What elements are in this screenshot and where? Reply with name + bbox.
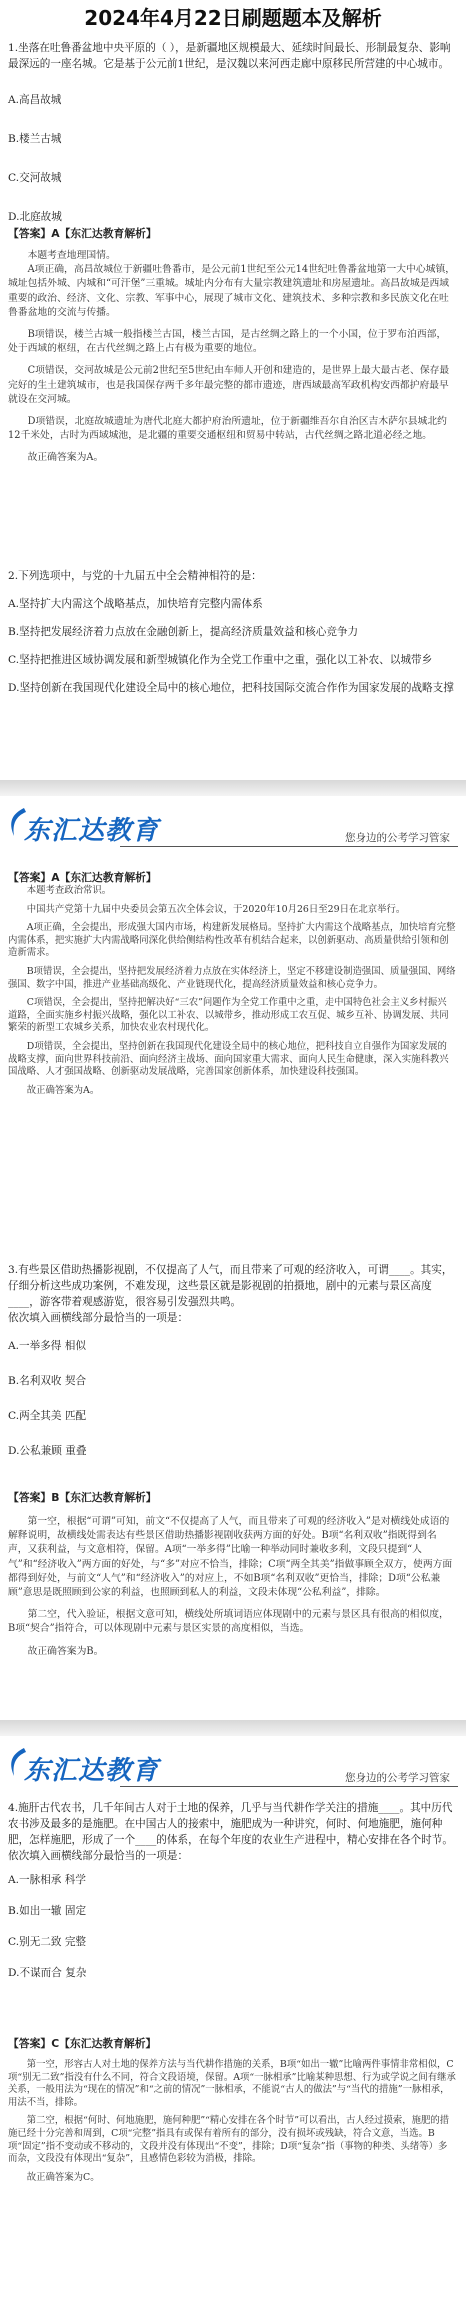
analysis-paragraph: D项错误，全会提出，坚持创新在我国现代化建设全局中的核心地位，把科技自立自强作为国家发展的战略支撑，面向世界科技前沿、面向经济主战场、面向国家重大需求、面向人民生命健康，深入实施科教兴国战略、人才强国战略、创新驱动发展战略，完善国家创新体系，加快建设科技强国。 <box>8 1040 449 1078</box>
question-2 <box>0 568 466 696</box>
question-stem: 4.施肝古代农书，几千年间古人对于土地的保养，几乎与当代耕作学关注的措施____。其中历代农书涉及最多的是施肥。在中国古人的接索中，施肥成为一种讲究，何时、何地施肥，施何种肥，怎样施肥，形成了一个____的体系，在每个年度的农业生产进程中，精心安排在各个时节。 <box>8 1802 453 1846</box>
brand-banner <box>0 1736 466 1800</box>
option-d: D.北庭故城 <box>8 211 62 223</box>
page-title: 2024年4月22日刷题题本及解析 <box>84 6 382 30</box>
analysis-paragraph: 故正确答案为A。 <box>27 452 104 464</box>
answer-3 <box>0 1490 466 1659</box>
analysis-paragraph: 本题考查政治常识。 <box>26 885 112 896</box>
question-3 <box>0 1262 466 1458</box>
question-stem: 2.下列选项中，与党的十九届五中全会精神相符的是： <box>8 570 262 582</box>
answer-4 <box>0 2036 466 2184</box>
analysis-paragraph: 第二空，根据“何时、何地施肥，施何种肥”“精心安排在各个时节”可以看出，古人经过摸索，施肥的措施已经十分完善和周到，C项“完整”指具有或保有着所有的部分，没有损坏或残缺，符合文意，当选。B项“固定”指不变动或不移动的，文段并没有体现出“不变”，排除；D项“复杂”指（事物的种类、头绪等）多而杂，文段没有体现出“复杂”，且感情色彩较为消极，排除。 <box>8 2115 450 2165</box>
divider <box>120 1786 458 1787</box>
divider <box>120 846 458 847</box>
option-a: A.高昌故城 <box>8 94 62 106</box>
answer-heading: 【答案】A【东汇达教育解析】 <box>8 227 157 240</box>
analysis-paragraph: A项正确，全会提出，形成强大国内市场，构建新发展格局。坚持扩大内需这个战略基点，加快培育完整内需体系，把实施扩大内需战略同深化供给侧结构性改革有机结合起来，以创新驱动、高质量供给引领和创造新需求。 <box>8 922 456 959</box>
option-c: C.两全其美 匹配 <box>8 1410 87 1422</box>
answer-heading: 【答案】C【东汇达教育解析】 <box>8 2037 157 2050</box>
question-4 <box>0 1800 466 1980</box>
page-break-band <box>0 780 466 796</box>
analysis-paragraph: A项正确，高昌故城位于新疆吐鲁番市，是公元前1世纪至公元14世纪吐鲁番盆地第一大中心城镇，城址包括外城、内城和“可汗堡”三重城。城址内分布有大量宗教建筑遗址和房屋遗址。高昌故城是西域重要的政治、经济、文化、宗教、军事中心，展现了城市文化、建筑技术、多种宗教和多民族文化在吐鲁番盆地的交流与传播。 <box>8 264 456 318</box>
analysis-paragraph: 故正确答案为B。 <box>27 1645 104 1657</box>
brand-name: 东汇达教育 <box>24 1756 160 1786</box>
answer-heading: 【答案】B【东汇达教育解析】 <box>8 1491 157 1504</box>
analysis-paragraph: D项错误，北庭故城遗址为唐代北庭大都护府治所遗址，位于新疆维吾尔自治区吉木萨尔县城北约12千米处，古时为西域城池，是北疆的重要交通枢纽和贸易中转站，古代丝绸之路北道必经之地。 <box>8 416 447 442</box>
analysis-paragraph: B项错误，全会提出，坚持把发展经济着力点放在实体经济上，坚定不移建设制造强国、质量强国、网络强国、数字中国，推进产业基础高级化、产业链现代化，提高经济质量效益和核心竞争力。 <box>8 965 456 990</box>
analysis-paragraph: 故正确答案为A。 <box>26 1084 100 1096</box>
answer-2 <box>0 870 466 1097</box>
option-c: C.交河故城 <box>8 172 62 184</box>
analysis-paragraph: C项错误，全会提出，坚持把解决好“三农”问题作为全党工作重中之重，走中国特色社会主义乡村振兴道路，全面实施乡村振兴战略，强化以工补农、以城带乡，推动形成工农互促、城乡互补、协调发展、共同繁荣的新型工农城乡关系，加快农业农村现代化。 <box>8 997 449 1034</box>
option-d: D.不谋而合 复杂 <box>8 1967 87 1979</box>
fill-prompt: 依次填入画横线部分最恰当的一项是： <box>8 1312 189 1324</box>
answer-heading: 【答案】A【东汇达教育解析】 <box>8 871 157 884</box>
option-b: B.楼兰古城 <box>8 133 62 145</box>
analysis-paragraph: 故正确答案为C。 <box>26 2171 100 2183</box>
analysis-paragraph: 第一空，形容古人对土地的保养方法与当代耕作措施的关系，B项“如出一辙”比喻两件事情非常相似，C项“别无二致”指没有什么不同，符合文段语境，保留。A项“一脉相承”比喻某种思想、行为或学说之间有继承关系，一般用法为“现在的情况”和“之前的情况”一脉相承，不能说“古人的做法”与“当代的措施”一脉相承，用法不当，排除。 <box>8 2059 456 2108</box>
analysis-paragraph: B项错误，楼兰古城一般指楼兰古国，楼兰古国，是古丝绸之路上的一个小国，位于罗布泊西部，处于西域的枢纽，在古代丝绸之路上占有极为重要的地位。 <box>8 329 447 355</box>
page-break-band <box>0 1720 466 1736</box>
question-1 <box>0 40 466 224</box>
analysis-paragraph: 中国共产党第十九届中央委员会第五次全体会议，于2020年10月26日至29日在北京举行。 <box>26 903 406 915</box>
brand-banner <box>0 796 466 860</box>
fill-prompt: 依次填入画横线部分最恰当的一项是： <box>8 1850 189 1862</box>
brand-slogan: 您身边的公考学习管家 <box>345 832 450 844</box>
question-stem: 1.坐落在吐鲁番盆地中央平原的（ ），是新疆地区规模最大、延续时间最长、形制最复杂、影响最深远的一座名城。它是基于公元前1世纪，是汉魏以来河西走廊中原移民所营建的中心城市。 <box>8 42 451 70</box>
brand-name: 东汇达教育 <box>24 816 160 846</box>
analysis-paragraph: 本题考查地理国情。 <box>27 250 116 261</box>
option-a: A.一举多得 相似 <box>8 1340 86 1352</box>
option-d: D.坚持创新在我国现代化建设全局中的核心地位，把科技国际交流合作作为国家发展的战略支撑 <box>8 682 454 694</box>
question-stem: 3.有些景区借助热播影视剧，不仅提高了人气，而且带来了可观的经济收入，可谓____。其实，仔细分析这些成功案例，不难发现，这些景区就是影视剧的拍摄地，剧中的元素与景区高度____，游客带着观感游览，很容易引发强烈共鸣。 <box>8 1264 453 1308</box>
answer-1 <box>0 226 466 466</box>
option-c: C.别无二致 完整 <box>8 1936 87 1948</box>
option-a: A.一脉相承 科学 <box>8 1874 86 1886</box>
option-b: B.如出一辙 固定 <box>8 1905 87 1917</box>
option-d: D.公私兼顾 重叠 <box>8 1445 87 1457</box>
option-c: C.坚持把推进区域协调发展和新型城镇化作为全党工作重中之重，强化以工补农、以城带乡 <box>8 654 433 666</box>
analysis-paragraph: 第二空，代入验证，根据文意可知，横线处所填词语应体现剧中的元素与景区具有很高的相似度，B项“契合”指符合，可以体现剧中元素与景区实景的高度相似，当选。 <box>8 1609 449 1635</box>
option-a: A.坚持扩大内需这个战略基点，加快培育完整内需体系 <box>8 598 263 610</box>
analysis-paragraph: 第一空，根据“可谓”可知，前文“不仅提高了人气，而且带来了可观的经济收入”是对横线处成语的解释说明，故横线处需表达有些景区借助热播影视剧收获两方面的好处。B项“名利双收”指既得到名声，又获利益，与文意相符，保留。A项“一举多得”比喻一种举动同时兼收多利，文段只提到“人气”和“经济收入”两方面的好处，与“多”对应不恰当，排除；C项“两全其美”指做事顾全双方，使两方面都得到好处，与前文“人气”和“经济收入”的对应上，不如B项“名利双收”更恰当，排除；D项“公私兼顾”意思是既照顾到公家的利益，也照顾到私人的利益，文段未体现“公私利益”，排除。 <box>8 1516 453 1599</box>
option-b: B.名利双收 契合 <box>8 1375 87 1387</box>
option-b: B.坚持把发展经济着力点放在金融创新上，提高经济质量效益和核心竞争力 <box>8 626 359 638</box>
brand-slogan: 您身边的公考学习管家 <box>345 1772 450 1784</box>
analysis-paragraph: C项错误，交河故城是公元前2世纪至5世纪由车师人开创和建造的，是世界上最大最古老、保存最完好的生土建筑城市，也是我国保存两千多年最完整的都市遗迹，唐西域最高军政机构安西都护府最早就设在交河城。 <box>8 365 450 405</box>
